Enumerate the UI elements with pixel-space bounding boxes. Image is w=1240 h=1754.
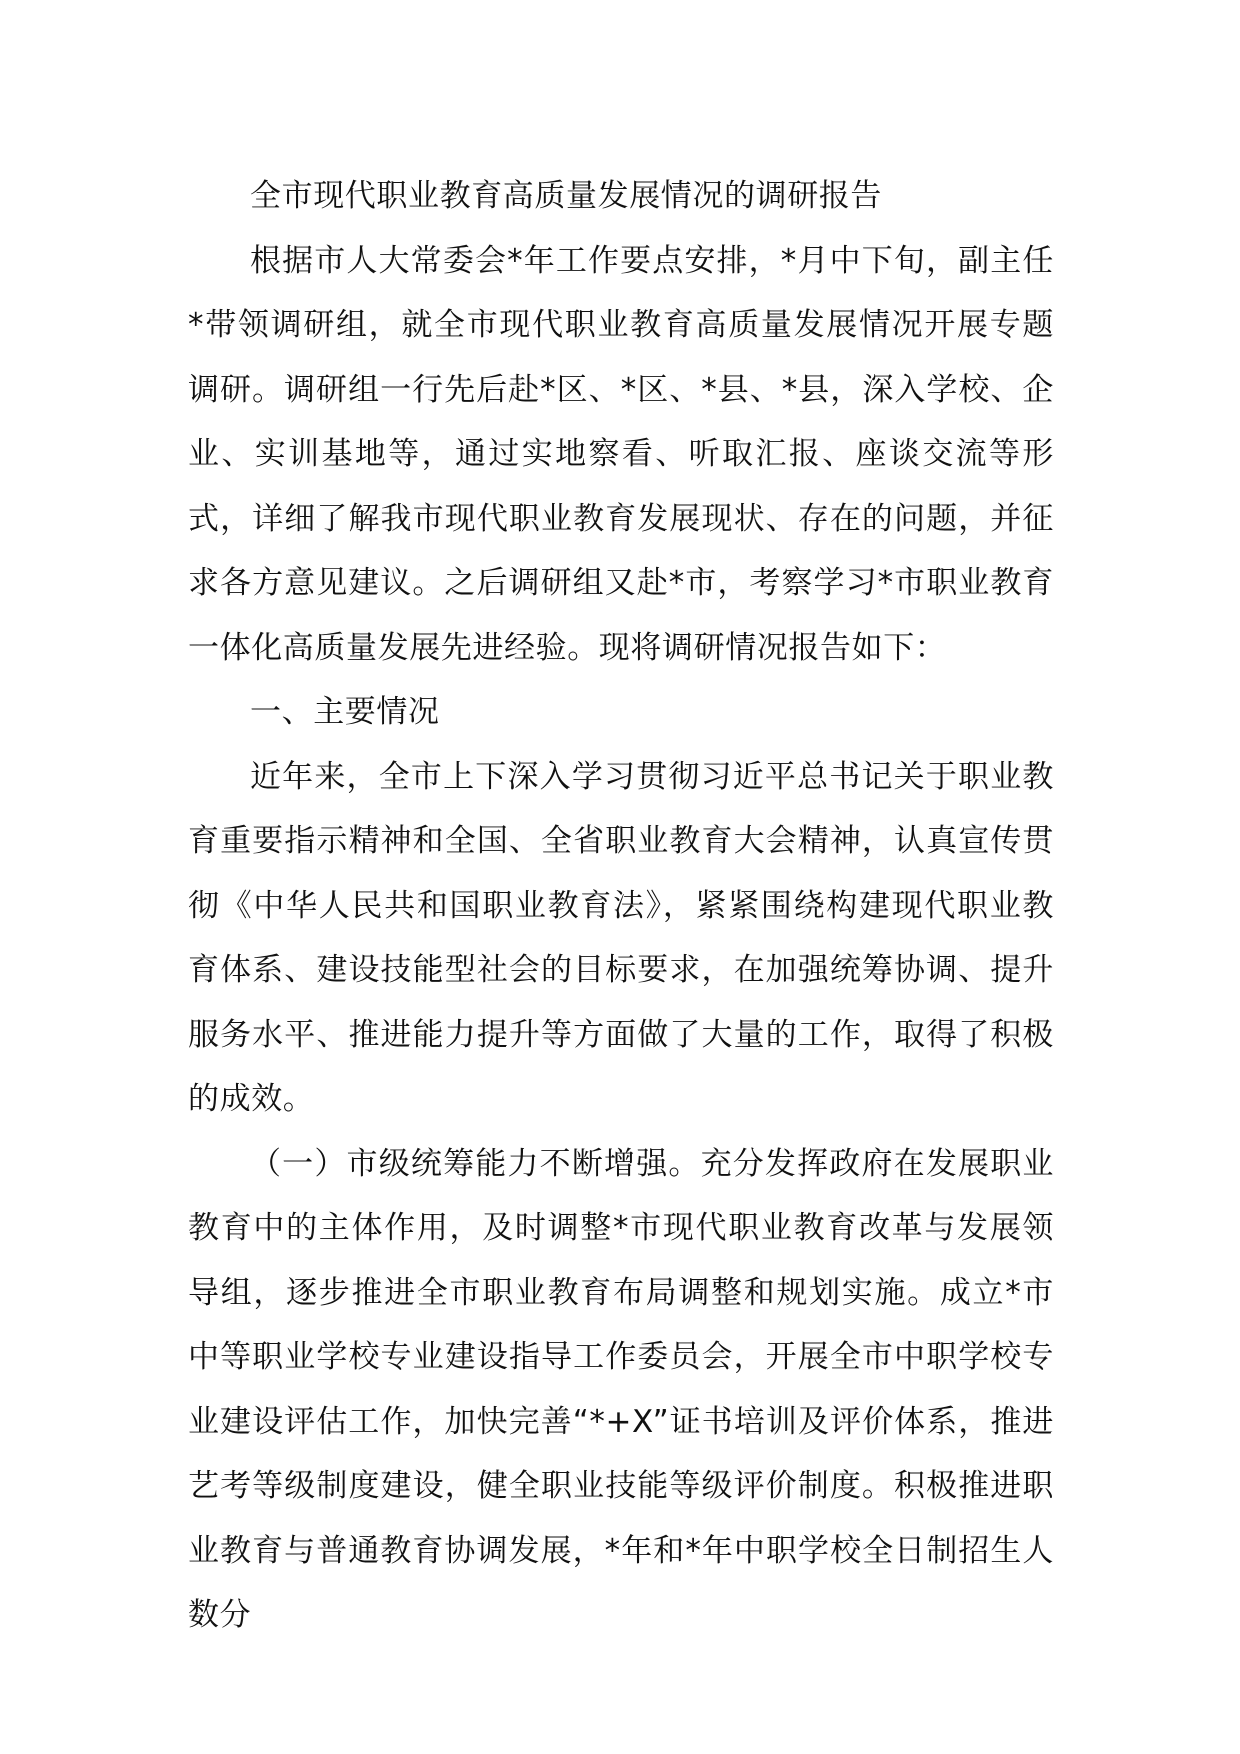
section-paragraph: 近年来，全市上下深入学习贯彻习近平总书记关于职业教育重要指示精神和全国、全省职业教育大会精神，认真宣传贯彻《中华人民共和国职业教育法》，紧紧围绕构建现代职业教育体系、建设技能型社会的目标要求，在加强统筹协调、提升服务水平、推进能力提升等方面做了大量的工作，取得了积极的成效。 xyxy=(188,758,1054,1117)
document-title: 全市现代职业教育高质量发展情况的调研报告 xyxy=(250,178,882,214)
intro-paragraph: 根据市人大常委会*年工作要点安排，*月中下旬，副主任*带领调研组，就全市现代职业教育高质量发展情况开展专题调研。调研组一行先后赴*区、*区、*县、*县，深入学校、企业、实训基地等，通过实地察看、听取汇报、座谈交流等形式，详细了解我市现代职业教育发展现状、存在的问题，并征求各方意见建议。之后调研组又赴*市，考察学习*市职业教育一体化高质量发展先进经验。现将调研情况报告如下： xyxy=(188,242,1054,666)
section-heading: 一、主要情况 xyxy=(250,694,440,730)
subsection-paragraph: （一）市级统筹能力不断增强。充分发挥政府在发展职业教育中的主体作用，及时调整*市现代职业教育改革与发展领导组，逐步推进全市职业教育布局调整和规划实施。成立*市中等职业学校专业建设指导工作委员会，开展全市中职学校专业建设评估工作，加快完善“*+X”证书培训及评价体系，推进艺考等级制度建设，健全职业技能等级评价制度。积极推进职业教育与普通教育协调发展，*年和*年中职学校全日制招生人数分 xyxy=(188,1145,1054,1633)
document-body xyxy=(188,164,1054,1648)
